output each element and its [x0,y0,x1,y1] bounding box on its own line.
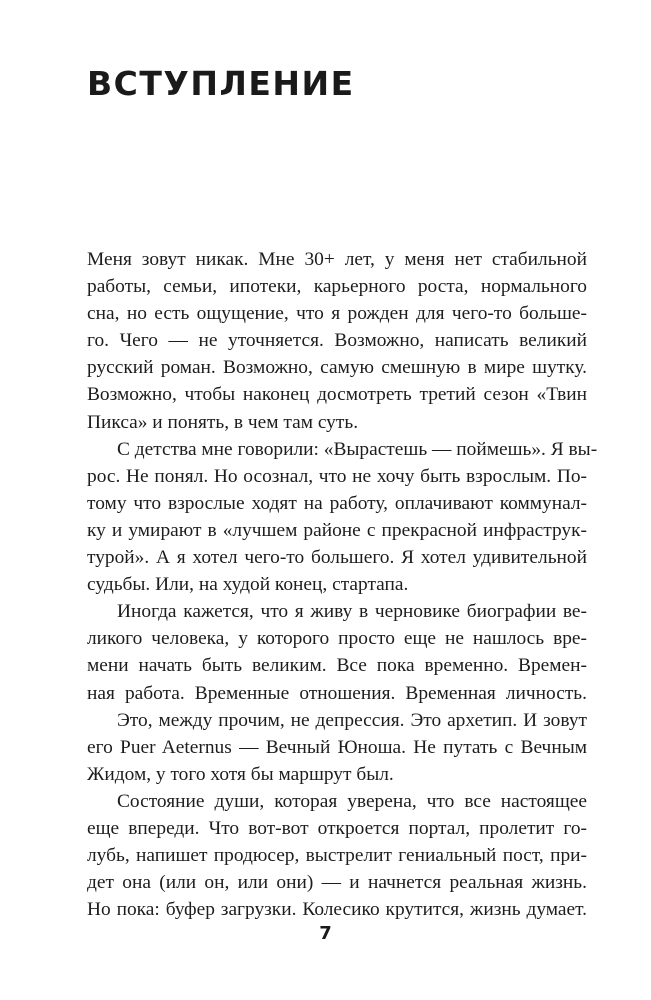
text-line: еще впереди. Что вот-вот откроется портал, пролетит го- [87,817,587,839]
paragraph-5 [87,788,587,923]
text-line: Жидом, у того хотя бы маршрут был. [87,763,394,785]
text-line: Возможно, чтобы наконец досмотреть третий сезон «Твин [87,384,587,406]
text-line: Пикса» и понять, в чем там суть. [87,411,359,433]
text-line: Состояние души, которая уверена, что все настоящее [117,790,587,812]
text-line: судьбы. Или, на худой конец, стартапа. [87,574,409,596]
text-line: тому что взрослые ходят на работу, оплачивают коммунал- [87,492,587,514]
text-line: мени начать быть великим. Все пока временно. Времен- [87,655,587,677]
text-line: рос. Не понял. Но осознал, что не хочу быть взрослым. По- [87,465,587,487]
paragraph-1 [87,246,587,436]
text-line: ная работа. Временные отношения. Временная личность. [87,682,587,704]
text-line: Но пока: буфер загрузки. Колесико крутится, жизнь думает. [87,899,587,921]
text-line: С детства мне говорили: «Вырастешь — поймешь». Я вы- [117,438,598,460]
body-text [87,246,598,923]
text-line: турой». А я хотел чего-то большего. Я хотел удивительной [87,547,587,569]
text-line: русский роман. Возможно, самую смешную в мире шутку. [87,357,587,379]
page-number: 7 [319,923,332,944]
text-line: Меня зовут никак. Мне 30+ лет, у меня нет стабильной [87,249,587,270]
paragraph-3 [87,598,587,706]
text-line: лубь, напишет продюсер, выстрелит гениальный пост, при- [87,845,587,867]
text-line: дет она (или он, или они) — и начнется реальная жизнь. [87,872,587,894]
text-line: работы, семьи, ипотеки, карьерного роста, нормального [87,276,587,298]
paragraph-2 [87,436,598,599]
text-line: го. Чего — не уточняется. Возможно, написать великий [87,330,587,352]
text-line: Иногда кажется, что я живу в черновике биографии ве- [117,601,587,623]
text-line: сна, но есть ощущение, что я рожден для чего-то больше- [87,303,587,325]
text-line: ликого человека, у которого просто еще не нашлось вре- [87,628,587,650]
text-line: ку и умирают в «лучшем районе с прекрасной инфраструк- [87,519,587,541]
text-line: Это, между прочим, не депрессия. Это архетип. И зовут [117,709,587,731]
text-line: его Puer Aeternus — Вечный Юноша. Не путать с Вечным [87,736,587,758]
paragraph-4 [87,707,587,788]
chapter-title: ВСТУПЛЕНИЕ [87,64,355,103]
